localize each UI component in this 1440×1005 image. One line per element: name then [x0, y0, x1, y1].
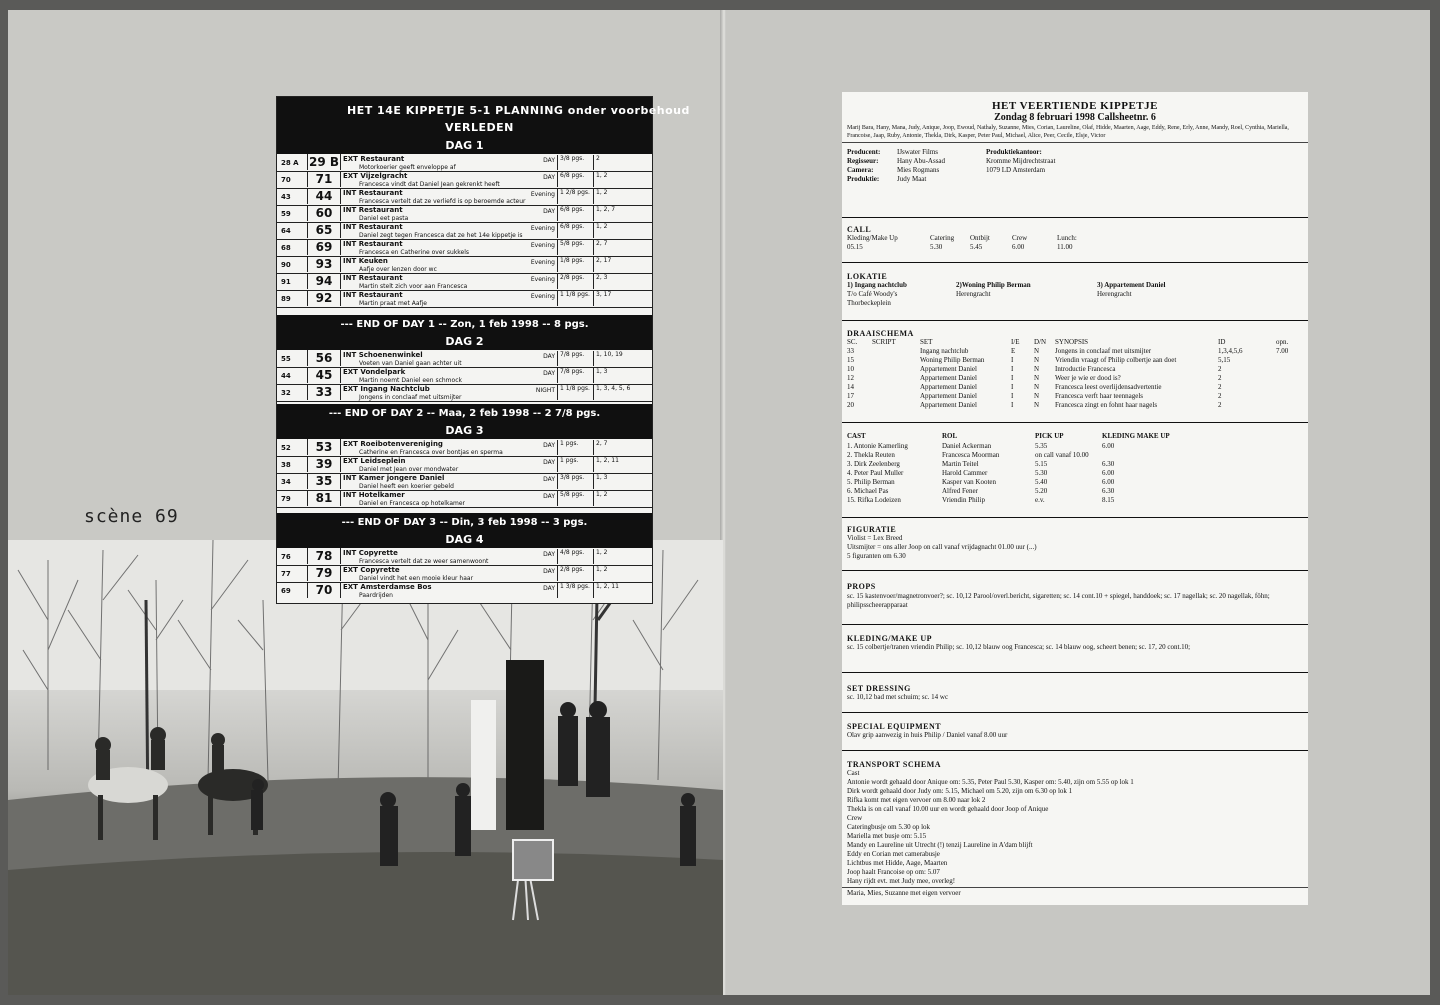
call-label: Lunch:: [1057, 234, 1077, 242]
schedule-row: 79 81 INT Hotelkamer Daniel en Francesca op hotelkamer DAY 5/8 pgs. 1, 2: [277, 490, 652, 508]
cast-header: KLEDING MAKE UP: [1102, 432, 1170, 440]
draaischema-header: D/N: [1034, 338, 1047, 346]
set-dressing-text: sc. 10,12 bad met schuim; sc. 14 wc: [847, 693, 949, 701]
call-value: 11.00: [1057, 243, 1073, 251]
schedule-row: 68 69 INT Restaurant Francesca en Catherine over sukkels Evening 5/8 pgs. 2, 7: [277, 239, 652, 257]
schedule-row: 64 65 INT Restaurant Daniel zegt tegen Francesca dat ze het 14e kippetje is Evening 6/8 pgs. 1, 2: [277, 222, 652, 240]
day-header: DAG 3: [277, 423, 652, 439]
call-heading: CALL: [847, 225, 872, 234]
scene-label: scène 69: [84, 506, 179, 527]
planning-title: HET 14E KIPPETJE 5-1 PLANNING onder voorbehoud: [347, 104, 690, 117]
schedule-row: 44 45 EXT Vondelpark Martin noemt Daniel een schmock DAY 7/8 pgs. 1, 3: [277, 367, 652, 385]
planning-title-bar: [277, 97, 690, 138]
special-equipment-text: Olav grip aanwezig in huis Philip / Daniel vanaf 8.00 uur: [847, 731, 1008, 739]
schedule-row: 89 92 INT Restaurant Martin praat met Aafje Evening 1 1/8 pgs. 3, 17: [277, 290, 652, 308]
lokatie-3-title: 3) Appartement Daniel: [1097, 281, 1166, 289]
schedule-row: 70 71 EXT Vijzelgracht Francesca vindt dat Daniel Jean gekrenkt heeft DAY 6/8 pgs. 1, 2: [277, 171, 652, 189]
divider: [842, 422, 1308, 423]
draaischema-header: SCRIPT: [872, 338, 896, 346]
schedule-row: 59 60 INT Restaurant Daniel eet pasta DAY 6/8 pgs. 1, 2, 7: [277, 205, 652, 223]
lokatie-1-title: 1) Ingang nachtclub: [847, 281, 907, 289]
schedule-row: 52 53 EXT Roeibotenvereniging Catherine en Francesca over bontjas en sperma DAY 1 pgs. 2, 7: [277, 439, 652, 457]
divider: [842, 750, 1308, 751]
camera-value: Mies Rogmans: [897, 166, 940, 174]
call-label: Ontbijt: [970, 234, 990, 242]
end-of-day-bar: --- END OF DAY 3 -- Din, 3 feb 1998 -- 3 pgs.: [277, 513, 652, 532]
draaischema-header: I/E: [1011, 338, 1020, 346]
kantoor-line1: Kromme Mijdrechtstraat: [986, 157, 1056, 165]
photo-illustration: [8, 540, 723, 995]
schedule-row: 38 39 EXT Leidseplein Daniel met Jean over mondwater DAY 1 pgs. 1, 2, 11: [277, 456, 652, 474]
lokatie-2-line: Herengracht: [956, 290, 991, 298]
lokatie-heading: LOKATIE: [847, 272, 888, 281]
figuratie-heading: FIGURATIE: [847, 525, 897, 534]
divider: [842, 320, 1308, 321]
draaischema-header: SET: [920, 338, 933, 346]
draaischema-header: ID: [1218, 338, 1226, 346]
schedule-row: 91 94 INT Restaurant Martin stelt zich voor aan Francesca Evening 2/8 pgs. 2, 3: [277, 273, 652, 291]
kleding-text: sc. 15 colbertje/tranen vriendin Philip; sc. 10,12 blauw oog Francesca; sc. 14 blauw oog, scheert benen; sc. 17, 20 cont.10;: [847, 643, 1191, 651]
day-header: DAG 2: [277, 334, 652, 350]
kantoor-line2: 1079 LD Amsterdam: [986, 166, 1046, 174]
lokatie-2-title: 2)Woning Philip Berman: [956, 281, 1031, 289]
figuratie-line: 5 figuranten om 6.30: [847, 552, 906, 560]
draaischema-header: opn.: [1276, 338, 1289, 346]
regisseur-label: Regisseur:: [847, 157, 879, 165]
transport-line: Maria, Mies, Suzanne met eigen vervoer: [847, 889, 961, 897]
film-set-photo: [8, 540, 723, 995]
divider: [842, 712, 1308, 713]
transport-line: Mandy en Laureline uit Utrecht (!) tenzij Laureline in A'dam blijft: [847, 841, 1033, 849]
cast-header: ROL: [942, 432, 958, 440]
transport-heading: TRANSPORT SCHEMA: [847, 760, 942, 769]
divider: [842, 142, 1308, 143]
call-label: Crew: [1012, 234, 1028, 242]
lokatie-1-line: Thorbeckeplein: [847, 299, 891, 307]
end-of-day-bar: --- END OF DAY 1 -- Zon, 1 feb 1998 -- 8 pgs.: [277, 315, 652, 334]
call-value: 6.00: [1012, 243, 1025, 251]
callsheet-subtitle: Zondag 8 februari 1998 Callsheetnr. 6: [994, 112, 1156, 123]
kleding-heading: KLEDING/MAKE UP: [847, 634, 933, 643]
divider: [842, 570, 1308, 571]
divider: [842, 217, 1308, 218]
props-text: sc. 15 kastenvoer/magnetronvoer?; sc. 10,12 Parool/overl.bericht, sigaretten; sc. 14 cont.10 + spiegel, handdoek; sc. 17 nagellak; sc. 20 nagellak, föhn; philipsscheerapparaat: [847, 592, 1270, 609]
divider: [842, 887, 1308, 888]
produktie-label: Produktie:: [847, 175, 880, 183]
draaischema-header: SYNOPSIS: [1055, 338, 1089, 346]
transport-line: Crew: [847, 814, 863, 822]
end-of-day-bar: --- END OF DAY 2 -- Maa, 2 feb 1998 -- 2 7/8 pgs.: [277, 404, 652, 423]
schedule-row: 32 33 EXT Ingang Nachtclub Jongens in conclaaf met uitsmijter NIGHT 1 1/8 pgs. 1, 3, 4, 5, 6: [277, 384, 652, 402]
transport-line: Lichtbus met Hidde, Aage, Maarten: [847, 859, 948, 867]
day-header: DAG 4: [277, 532, 652, 548]
divider: [842, 624, 1308, 625]
special-equipment-heading: SPECIAL EQUIPMENT: [847, 722, 942, 731]
producent-value: IJswater Films: [897, 148, 939, 156]
planning-sheet: [276, 96, 690, 604]
transport-line: Hany rijdt evt. met Judy mee, overleg!: [847, 877, 956, 885]
planning-subtitle: VERLEDEN: [445, 121, 514, 134]
draaischema-header: SC.: [847, 338, 858, 346]
set-dressing-heading: SET DRESSING: [847, 684, 911, 693]
kantoor-label: Produktiekantoor:: [986, 148, 1042, 156]
transport-line: Cast: [847, 769, 860, 777]
produktie-value: Judy Maat: [897, 175, 927, 183]
regisseur-value: Hany Abu-Assad: [897, 157, 946, 165]
schedule-row: 90 93 INT Keuken Aafje over lenzen door wc Evening 1/8 pgs. 2, 17: [277, 256, 652, 274]
lokatie-1-line: T/o Café Woody's: [847, 290, 898, 298]
call-value: 05.15: [847, 243, 863, 251]
transport-line: Thekla is on call vanaf 10.00 uur en wordt gehaald door Joop of Anique: [847, 805, 1049, 813]
figuratie-line: Uitsmijter = ons aller Joop on call vanaf vrijdagnacht 01.00 uur (...): [847, 543, 1037, 551]
camera-label: Camera:: [847, 166, 874, 174]
lokatie-3-line: Herengracht: [1097, 290, 1132, 298]
figuratie-line: Violist = Lex Breed: [847, 534, 903, 542]
transport-line: Dirk wordt gehaald door Judy om: 5.15, Michael om 5.20, zijn om 6.30 op lok 1: [847, 787, 1073, 795]
cast-header: CAST: [847, 432, 866, 440]
schedule-row: 43 44 INT Restaurant Francesca vertelt dat ze verliefd is op beroemde acteur Evening 1 2/8 pgs. 1, 2: [277, 188, 652, 206]
transport-line: Eddy en Corian met camerabusje: [847, 850, 940, 858]
producent-label: Producent:: [847, 148, 881, 156]
transport-line: Rifka komt met eigen vervoer om 8.00 naar lok 2: [847, 796, 986, 804]
schedule-row: 28 A 29 B EXT Restaurant Motorkoerier geeft enveloppe af DAY 3/8 pgs. 2: [277, 154, 652, 172]
callsheet-title: HET VEERTIENDE KIPPETJE: [992, 100, 1158, 112]
transport-line: Antonie wordt gehaald door Anique om: 5.35, Peter Paul 5.30, Kasper om: 5.40, zijn om 5.55 op lok 1: [847, 778, 1134, 786]
divider: [842, 672, 1308, 673]
schedule-row: 69 70 EXT Amsterdamse Bos Paardrijden DAY 1 3/8 pgs. 1, 2, 11: [277, 582, 652, 599]
transport-line: Cateringbusje om 5.30 op lok: [847, 823, 931, 831]
call-label: Catering: [930, 234, 955, 242]
divider: [842, 262, 1308, 263]
crew-names: Marij Bara, Hany, Mana, Judy, Anique, Joop, Ewoud, Nathaly, Suzanne, Mies, Corian, Laureline, Olaf, Hidde, Maarten, Aage, Eddy, Rene, Erly, Anne, Mandy, Roel, Cynthia, Mariella, Francoise, Jaap, Ruby, Antonie, Thekla, Dirk, Kasper, Peter Paul, Michael, Alice, Peer, Cecile, Elsje, Victor: [847, 125, 1289, 139]
transport-line: Mariella met busje om: 5.15: [847, 832, 927, 840]
draaischema-heading: DRAAISCHEMA: [847, 329, 914, 338]
schedule-row: 76 78 INT Copyrette Francesca vertelt dat ze weer samenwoont DAY 4/8 pgs. 1, 2: [277, 548, 652, 566]
schedule-row: 77 79 EXT Copyrette Daniel vindt het een mooie kleur haar DAY 2/8 pgs. 1, 2: [277, 565, 652, 583]
schedule-row: 55 56 INT Schoenenwinkel Voeten van Daniel gaan achter uit DAY 7/8 pgs. 1, 10, 19: [277, 350, 652, 368]
day-header: DAG 1: [277, 138, 652, 154]
callsheet: HET VEERTIENDE KIPPETJE Zondag 8 februari 1998 Callsheetnr. 6 Marij Bara, Hany, Mana, Judy, Anique, Joop, Ewoud, Nathaly, Suzanne, Mies, Corian, Laureline, Olaf, Hidde, Maarten, Aage, Eddy, Rene, Erly, Anne, Mandy, Roel, Cynthia, Mariella, Francoise, Jaap, Ruby, Antonie, Thekla, Dirk, Kasper, Peter Paul, Michael, Alice, Peer, Cecile, Elsje, Victor Producent: IJswater Films Regisseur: Hany Abu-Assad Camera: Mies Rogmans Produktie: Judy Maat Produktiekantoor: Kromme Mijdrechtstraat 1079 LD Amsterdam CALL Kleding/Make Up Catering Ontbijt Crew Lunch: 05.15 5.30 5.45 6.00 11.00 LOKATIE 1) Ingang nachtclub T/o Café Woody's Thorbeckeplein 2)Woning Philip Berman Herengracht 3) Appartement Daniel Herengracht DRAAISCHEMA SC. SCRIPT SET I/E D/N SYNOPSIS ID opn. 33 Ingang nachtclub E N Jongens in conclaaf met uitsmijter 1,3,4,5,6 7.00 15 Woning Philip Berman I N Vriendin vraagt of Philip colbertje aan doet 5,15 10 Appartement Daniel I N Introductie Francesca 2 12 Appartement Daniel I N Weer je wie er dood is? 2 14 Appartement Daniel I N Francesca leest overlijdensadvertentie 2 17 Appartement Daniel I N Francesca verft haar teennagels 2 20 Appartement Daniel I N Francesca zingt en fohnt haar nagels 2 CAST ROL PICK UP KLEDING MAKE UP 1. Antonie Kamerling Daniel Ackerman 5.35 6.00 2. Thekla Reuten Francesca Moorman on call vanaf 10.00 3. Dirk Zeelenberg Martin Teitel 5.15 6.30 4. Peter Paul Muller Harold Cammer 5.30 6.00 5. Philip Berman Kasper van Kooten 5.40 6.00 6. Michael Pas Alfred Fener 5.20 6.30 15. Rifka Lodeizen Vriendin Philip e.v. 8.15 FIGURATIE Violist = Lex Breed Uitsmijter = ons aller Joop on call vanaf vrijdagnacht 01.00 uur (...) 5 figuranten om 6.30 PROPS sc. 15 kastenvoer/magnetronvoer?; sc. 10,12 Parool/overl.bericht, sigaretten; sc. 14 cont.10 + spiegel, handdoek; sc. 17 nagellak; sc. 20 nagellak, föhn; philipsscheerapparaat KLEDING/MAKE UP sc. 15 colbertje/tranen vriendin Philip; sc. 10,12 blauw oog Francesca; sc. 14 blauw oog, scheert benen; sc. 17, 20 cont.10; SET DRESSING sc. 10,12 bad met schuim; sc. 14 wc SPECIAL EQUIPMENT Olav grip aanwezig in huis Philip / Daniel vanaf 8.00 uur TRANSPORT SCHEMA Cast Antonie wordt gehaald door Anique om: 5.35, Peter Paul 5.30, Kasper om: 5.40, zijn om 5.55 op lok 1 Dirk wordt gehaald door Judy om: 5.15, Michael om 5.20, zijn om 6.30 op lok 1 Rifka komt met eigen vervoer om 8.00 naar lok 2 Thekla is on call vanaf 10.00 uur en wordt gehaald door Joop of Anique Crew Cateringbusje om 5.30 op lok Mariella met busje om: 5.15 Mandy en Laureline uit Utrecht (!) tenzij Laureline in A'dam blijft Eddy en Corian met camerabusje Lichtbus met Hidde, Aage, Maarten Joop haalt Francoise op om: 5.07 Hany rijdt evt. met Judy mee, overleg! Maria, Mies, Suzanne met eigen vervoer: [842, 92, 1308, 905]
cast-header: PICK UP: [1035, 432, 1064, 440]
call-label: Kleding/Make Up: [847, 234, 898, 242]
props-heading: PROPS: [847, 582, 876, 591]
call-value: 5.30: [930, 243, 943, 251]
divider: [842, 517, 1308, 518]
transport-line: Joop haalt Francoise op om: 5.07: [847, 868, 940, 876]
call-value: 5.45: [970, 243, 983, 251]
schedule-row: 34 35 INT Kamer jongere Daniel Daniel heeft een koerier gebeld DAY 3/8 pgs. 1, 3: [277, 473, 652, 491]
